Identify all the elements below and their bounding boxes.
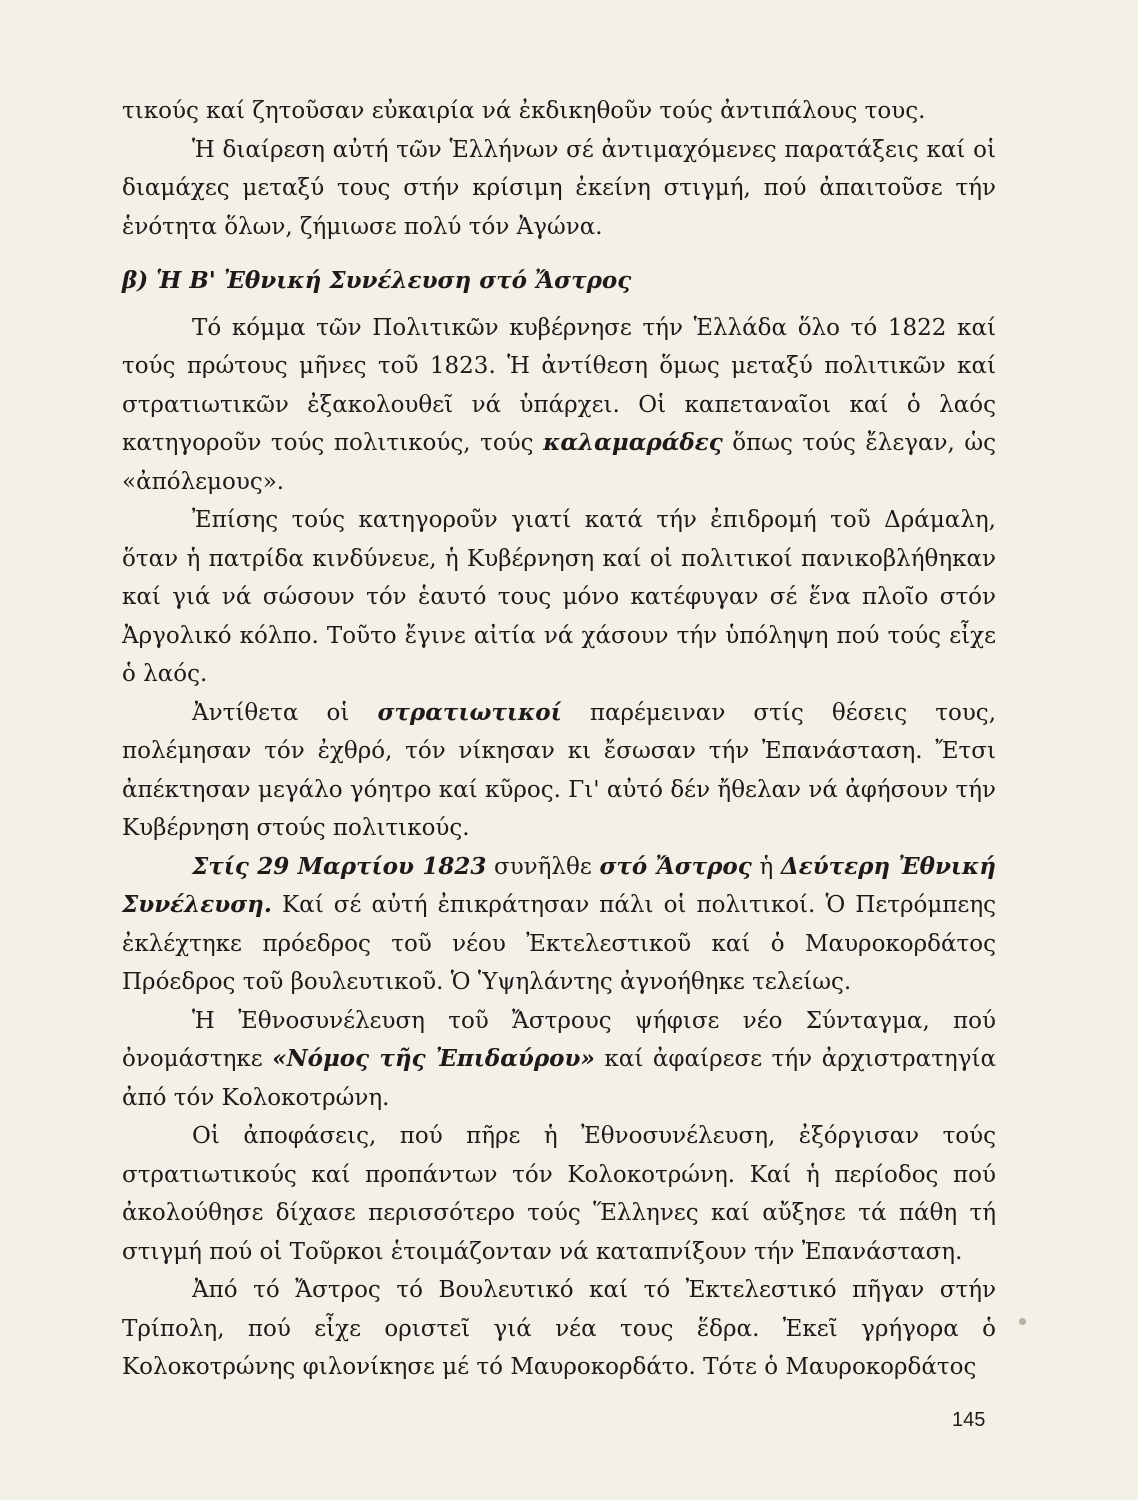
emphasis-stratiotikoi: στρατιωτικοί bbox=[377, 698, 562, 726]
emphasis-assembly: Δεύτερη Ἐθνική Συνέλευση. bbox=[122, 852, 997, 918]
paper-speck bbox=[1019, 1318, 1026, 1325]
paragraph-8: Οἱ ἀποφάσεις, πού πῆρε ἡ Ἐθνοσυνέλευση, ἐξόργισαν τούς στρατιωτικούς καί προπάντων τόν Κολοκοτρώνη. Καί ἡ περίοδος πού ἀκολούθησε δίχασε περισσότερο τούς Ἕλληνες καί αὔξησε τά πάθη τή στιγμή πού οἱ Τοῦρκοι ἑτοιμάζονταν νά καταπνίξουν τήν Ἐπανάσταση. bbox=[122, 1123, 996, 1265]
book-page bbox=[122, 92, 996, 1387]
emphasis-kalamarades: καλαμαράδες bbox=[543, 429, 723, 456]
paragraph-6: Στίς 29 Μαρτίου 1823 συνῆλθε στό Ἄστρος ἡ Δεύτερη Ἐθνική Συνέλευση. Καί σέ αὐτή ἐπικράτησαν πάλι οἱ πολιτικοί. Ὁ Πετρόμπεης ἐκλέχτηκε πρόεδρος τοῦ νέου Ἐκτελεστικοῦ καί ὁ Μαυροκορδάτος Πρόεδρος τοῦ βουλευτικοῦ. Ὁ Ὑψηλάντης ἀγνοήθηκε τελείως. bbox=[122, 852, 997, 995]
paragraph-9: Ἀπό τό Ἄστρος τό Βουλευτικό καί τό Ἐκτελεστικό πῆγαν στήν Τρίπολη, πού εἶχε οριστεῖ γιά νέα τους ἕδρα. Ἐκεῖ γρήγορα ὁ Κολοκοτρώνης φιλονίκησε μέ τό Μαυροκορδάτο. Τότε ὁ Μαυροκορδάτος bbox=[122, 1277, 996, 1380]
page-number: 145 bbox=[952, 1409, 986, 1431]
paragraph-7: Ἡ Ἐθνοσυνέλευση τοῦ Ἄστρους ψήφισε νέο Σύνταγμα, πού ὀνομάστηκε «Νόμος τῆς Ἐπιδαύρου» καί ἀφαίρεσε τήν ἀρχιστρατηγία ἀπό τόν Κολοκοτρώνη. bbox=[122, 1007, 996, 1111]
paragraph-5: Ἀντίθετα οἱ στρατιωτικοί παρέμειναν στίς θέσεις τους, πολέμησαν τόν ἐχθρό, τόν νίκησαν κι ἔσωσαν τήν Ἐπανάσταση. Ἔτσι ἀπέκτησαν μεγάλο γόητρο καί κῦρος. Γι' αὐτό δέν ἤθελαν νά ἀφήσουν τήν Κυβέρνηση στούς πολιτικούς. bbox=[122, 698, 997, 841]
emphasis-astros: στό Ἄστρος bbox=[599, 852, 752, 880]
paragraph-1: τικούς καί ζητοῦσαν εὐκαιρία νά ἐκδικηθοῦν τούς ἀντιπάλους τους. bbox=[122, 98, 926, 124]
section-heading: β) Ἡ Β' Ἐθνική Συνέλευση στό Ἄστρος bbox=[122, 267, 632, 294]
paragraph-2: Ἡ διαίρεση αὐτή τῶν Ἑλλήνων σέ ἀντιμαχόμενες παρατάξεις καί οἱ διαμάχες μεταξύ τους στήν κρίσιμη ἐκείνη στιγμή, πού ἀπαιτοῦσε τήν ἑνότητα ὅλων, ζήμιωσε πολύ τόν Ἀγώνα. bbox=[122, 136, 996, 240]
paragraph-3: Τό κόμμα τῶν Πολιτικῶν κυβέρνησε τήν Ἑλλάδα ὅλο τό 1822 καί τούς πρώτους μῆνες τοῦ 1823. Ἡ ἀντίθεση ὅμως μεταξύ πολιτικῶν καί στρατιωτικῶν ἐξακολουθεῖ νά ὑπάρχει. Οἱ καπεταναῖοι καί ὁ λαός κατηγοροῦν τούς πολιτικούς, τούς καλαμαράδες ὅπως τούς ἔλεγαν, ὡς «ἀπόλεμους». bbox=[122, 314, 996, 495]
emphasis-law: «Νόμος τῆς Ἐπιδαύρου» bbox=[272, 1045, 595, 1072]
paragraph-4: Ἐπίσης τούς κατηγοροῦν γιατί κατά τήν ἐπιδρομή τοῦ Δράμαλη, ὅταν ἡ πατρίδα κινδύνευε, ἡ Κυβέρνηση καί οἱ πολιτικοί πανικοβλήθηκαν καί γιά νά σώσουν τόν ἑαυτό τους μόνο κατέφυγαν σέ ἕνα πλοῖο στόν Ἀργολικό κόλπο. Τοῦτο ἔγινε αἰτία νά χάσουν τήν ὑπόληψη πού τούς εἶχε ὁ λαός. bbox=[122, 507, 996, 687]
emphasis-date: Στίς 29 Μαρτίου 1823 bbox=[192, 852, 487, 880]
